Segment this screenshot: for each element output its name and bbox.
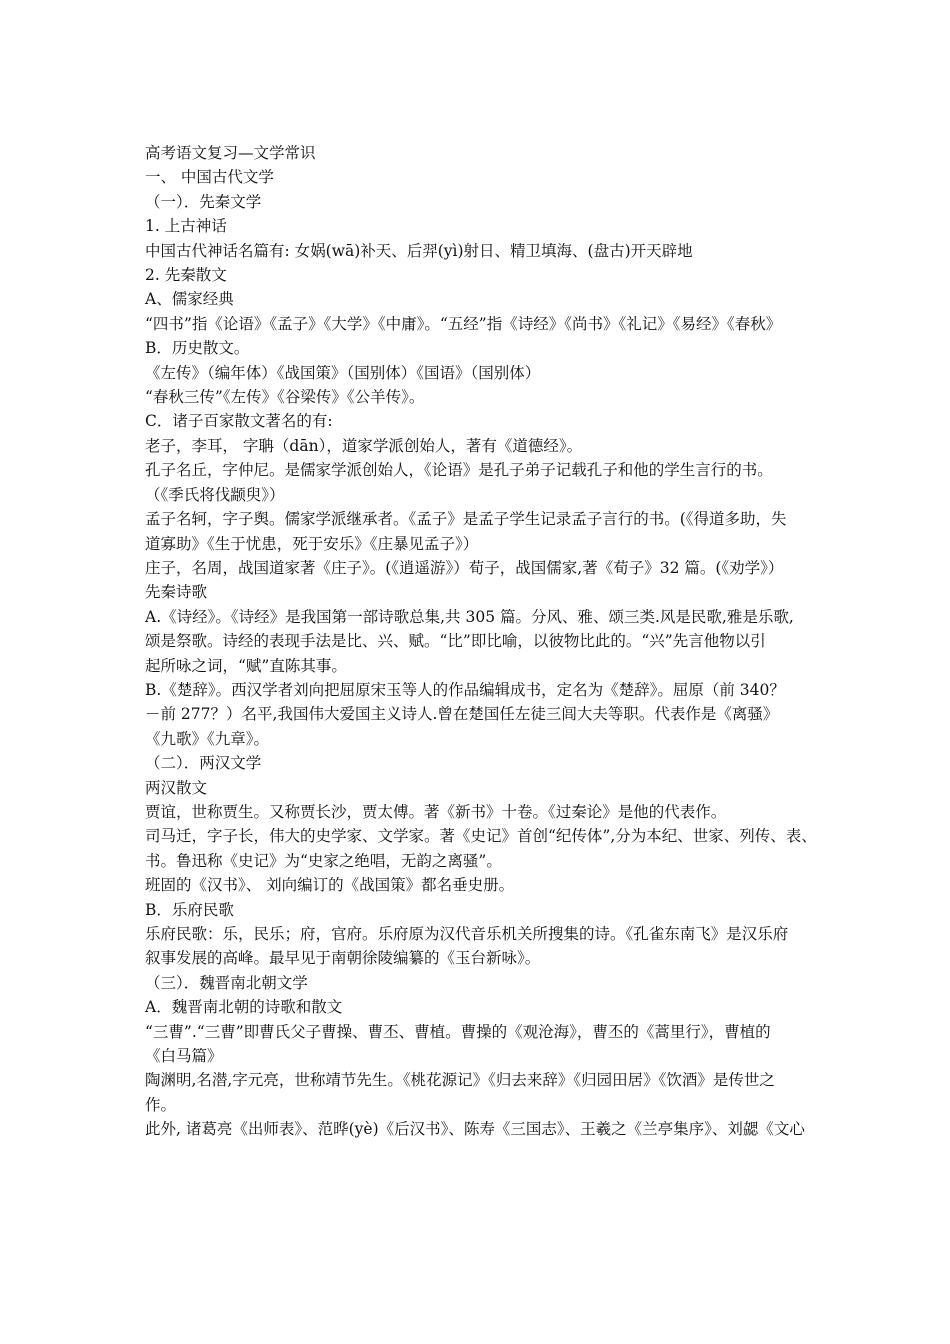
topic-heading: 1. 上古神话 (145, 217, 227, 236)
body-text: －前 277？）名平,我国伟大爱国主义诗人.曾在楚国任左徒三闾大夫等职。代表作是《离骚》 (145, 705, 779, 724)
item-heading: B．历史散文。 (145, 339, 250, 358)
document-page (145, 141, 825, 1142)
item-heading: B．乐府民歌 (145, 900, 234, 919)
document-title: 高考语文复习—文学常识 (145, 144, 316, 162)
body-text: 贾谊，世称贾生。又称贾长沙，贾太傅。著《新书》十卷。《过秦论》是他的代表作。 (145, 802, 727, 821)
subsection-heading: （三）．魏晋南北朝文学 (145, 973, 308, 992)
body-text: 《九歌》《九章》。 (145, 729, 270, 748)
body-text: “三曹”.“三曹”即曹氏父子曹操、曹丕、曹植。曹操的《观沧海》，曹丕的《蒿里行》，曹植的 (145, 1022, 771, 1041)
body-text: 孟子名轲，字子舆。儒家学派继承者。《孟子》是孟子学生记录孟子言行的书。(《得道多助，失 (145, 510, 787, 529)
body-text: 班固的《汉书》、 刘向编订的《战国策》都名垂史册。 (145, 876, 515, 895)
topic-heading: 2. 先秦散文 (145, 266, 227, 285)
body-text: 乐府民歌：乐，民乐；府，官府。乐府原为汉代音乐机关所搜集的诗。《孔雀东南飞》是汉乐府 (145, 925, 789, 943)
body-text: 道寡助》《生于忧患，死于安乐》《庄暴见孟子》） (145, 534, 479, 553)
body-text: B.《楚辞》。西汉学者刘向把屈原宋玉等人的作品编辑成书，定名为《楚辞》。屈原（前 340？ (145, 680, 785, 699)
topic-heading: 先秦诗歌 (145, 583, 208, 602)
body-text: 孔子名丘，字仲尼。是儒家学派创始人，《论语》是孔子弟子记载孔子和他的学生言行的书。 (145, 461, 773, 480)
body-text: 此外, 诸葛亮《出师表》、范晔(yè)《后汉书》、陈寿《三国志》、王羲之《兰亭集序》、刘勰《文心 (145, 1120, 805, 1139)
subsection-heading: （一）．先秦文学 (145, 192, 262, 211)
body-text: 《左传》（编年体）《战国策》（国别体）《国语》（国别体） (145, 363, 541, 382)
section-heading: 一、 中国古代文学 (145, 168, 274, 187)
subsection-heading: （二）．两汉文学 (145, 754, 262, 773)
body-text: “春秋三传”《左传》《谷梁传》《公羊传》。 (145, 388, 425, 407)
body-text: 司马迁，字子长，伟大的史学家、文学家。著《史记》首创“纪传体”,分为本纪、世家、列传、表、 (145, 827, 817, 846)
body-text: 陶渊明,名潜,字元亮，世称靖节先生。《桃花源记》《归去来辞》《归园田居》《饮酒》是传世之 (145, 1071, 775, 1090)
body-text: 《白马篇》 (145, 1047, 223, 1066)
body-text: 作。 (145, 1095, 177, 1114)
item-heading: C．诸子百家散文著名的有: (145, 412, 333, 431)
body-text: 颂是祭歌。诗经的表现手法是比、兴、赋。“比”即比喻，以彼物比此的。“兴”先言他物以引 (145, 632, 766, 651)
body-text: 老子，李耳， 字聃（dān），道家学派创始人，著有《道德经》。 (145, 436, 583, 455)
body-text: “四书”指《论语》《孟子》《大学》《中庸》。“五经”指《诗经》《尚书》《礼记》《易经》《春秋》 (145, 314, 782, 333)
body-text: 起所咏之词，“赋”直陈其事。 (145, 656, 347, 675)
item-heading: A．魏晋南北朝的诗歌和散文 (145, 998, 343, 1017)
body-text: 书。鲁迅称《史记》为“史家之绝唱，无韵之离骚”。 (145, 851, 502, 870)
body-text: 中国古代神话名篇有: 女娲(wā)补天、后羿(yì)射日、精卫填海、(盘古)开天辟地 (145, 241, 693, 260)
topic-heading: 两汉散文 (145, 778, 208, 797)
item-heading: A、儒家经典 (145, 290, 234, 309)
body-text: （《季氏将伐颛臾》） (145, 485, 285, 504)
body-text: A.《诗经》。《诗经》是我国第一部诗歌总集,共 305 篇。分风、雅、颂三类.风是民歌,雅是乐歌, (145, 607, 794, 626)
body-text: 庄子，名周，战国道家著《庄子》。(《逍遥游》）荀子，战国儒家,著《荀子》32 篇。(《劝学》） (145, 558, 784, 577)
body-text: 叙事发展的高峰。最早见于南朝徐陵编纂的《玉台新咏》。 (145, 949, 541, 968)
